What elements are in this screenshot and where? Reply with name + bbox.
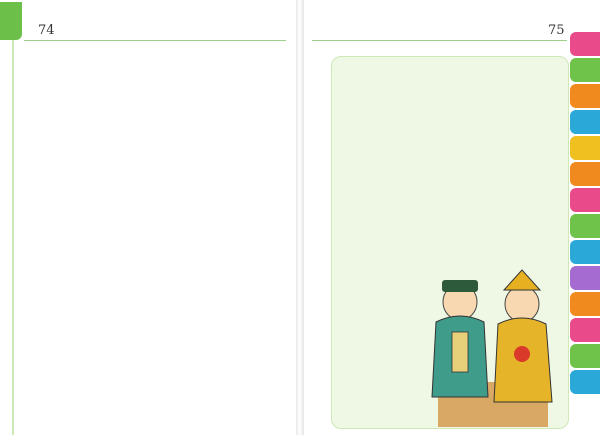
side-tab-3[interactable] bbox=[570, 110, 600, 134]
side-tab-8[interactable] bbox=[570, 240, 600, 264]
poem-line bbox=[150, 395, 164, 413]
side-tab-6[interactable] bbox=[570, 188, 600, 212]
section-title bbox=[150, 222, 164, 242]
poem-line bbox=[150, 413, 164, 431]
poem-line bbox=[150, 430, 164, 435]
section-title bbox=[150, 321, 164, 341]
poem-line bbox=[150, 242, 164, 260]
side-tab-1[interactable] bbox=[570, 58, 600, 82]
middle-poem-column bbox=[150, 52, 164, 435]
poem-line bbox=[150, 377, 164, 395]
corner-tab bbox=[0, 2, 22, 40]
poem-line bbox=[150, 194, 164, 212]
poem-line bbox=[150, 359, 164, 377]
poem-line bbox=[150, 123, 164, 141]
poem-line bbox=[150, 141, 164, 159]
poem-line bbox=[150, 88, 164, 106]
poem-line bbox=[150, 177, 164, 195]
side-tab-13[interactable] bbox=[570, 370, 600, 394]
left-page-number: 74 bbox=[38, 23, 55, 38]
side-tab-2[interactable] bbox=[570, 84, 600, 108]
right-page-number: 75 bbox=[548, 23, 565, 38]
right-header-rule bbox=[312, 40, 567, 41]
side-tab-12[interactable] bbox=[570, 344, 600, 368]
side-tab-strip bbox=[570, 32, 600, 396]
side-tab-11[interactable] bbox=[570, 318, 600, 342]
side-tab-9[interactable] bbox=[570, 266, 600, 290]
left-page-border bbox=[12, 40, 14, 435]
side-tab-7[interactable] bbox=[570, 214, 600, 238]
poem-line bbox=[150, 105, 164, 123]
poem-line bbox=[150, 260, 164, 278]
left-header-rule bbox=[24, 40, 286, 41]
side-tab-4[interactable] bbox=[570, 136, 600, 160]
page-gutter bbox=[296, 0, 304, 435]
story-illustration bbox=[418, 262, 563, 427]
poem-line bbox=[150, 341, 164, 359]
poem-line bbox=[150, 52, 164, 70]
side-tab-5[interactable] bbox=[570, 162, 600, 186]
side-tab-0[interactable] bbox=[570, 32, 600, 56]
poem-line bbox=[150, 296, 164, 314]
side-tab-10[interactable] bbox=[570, 292, 600, 316]
poem-line bbox=[150, 159, 164, 177]
poem-line bbox=[150, 70, 164, 88]
poem-line bbox=[150, 278, 164, 296]
